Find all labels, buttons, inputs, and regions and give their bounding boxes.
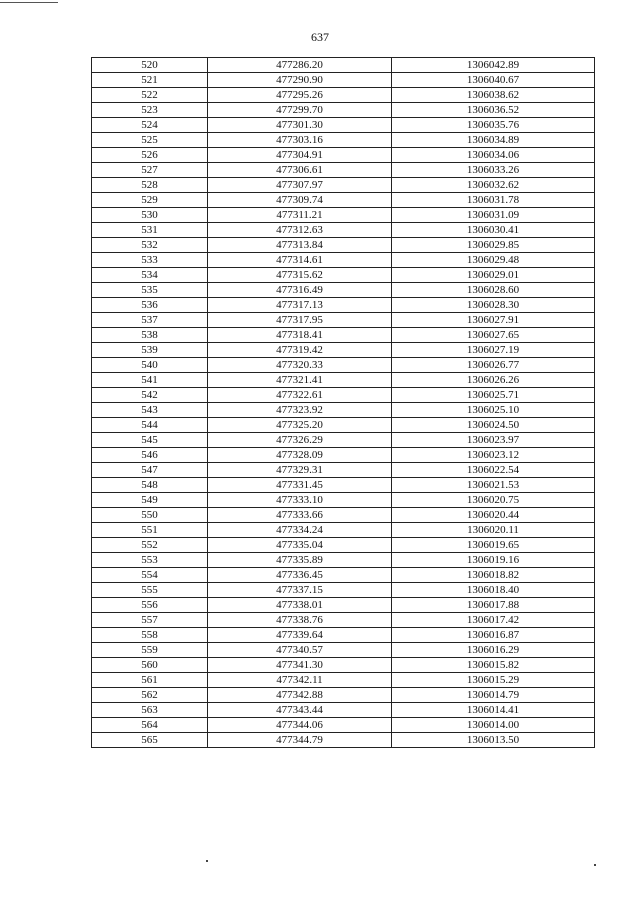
point-number-cell: 554 — [92, 568, 208, 583]
table-row — [92, 373, 595, 388]
y-coordinate-cell: 1306033.26 — [392, 163, 595, 178]
point-number-cell: 540 — [92, 358, 208, 373]
y-coordinate-cell: 1306034.89 — [392, 133, 595, 148]
y-coordinate-cell: 1306019.65 — [392, 538, 595, 553]
table-row — [92, 103, 595, 118]
x-coordinate-cell: 477325.20 — [208, 418, 392, 433]
point-number-cell: 557 — [92, 613, 208, 628]
point-number-cell: 558 — [92, 628, 208, 643]
scan-speck — [206, 860, 208, 862]
y-coordinate-cell: 1306014.00 — [392, 718, 595, 733]
x-coordinate-cell: 477338.01 — [208, 598, 392, 613]
table-row — [92, 493, 595, 508]
point-number-cell: 537 — [92, 313, 208, 328]
y-coordinate-cell: 1306027.65 — [392, 328, 595, 343]
point-number-cell: 544 — [92, 418, 208, 433]
x-coordinate-cell: 477326.29 — [208, 433, 392, 448]
point-number-cell: 536 — [92, 298, 208, 313]
y-coordinate-cell: 1306035.76 — [392, 118, 595, 133]
y-coordinate-cell: 1306038.62 — [392, 88, 595, 103]
y-coordinate-cell: 1306023.12 — [392, 448, 595, 463]
x-coordinate-cell: 477337.15 — [208, 583, 392, 598]
point-number-cell: 538 — [92, 328, 208, 343]
table-row — [92, 298, 595, 313]
x-coordinate-cell: 477304.91 — [208, 148, 392, 163]
point-number-cell: 522 — [92, 88, 208, 103]
point-number-cell: 528 — [92, 178, 208, 193]
table-row — [92, 403, 595, 418]
table-row — [92, 118, 595, 133]
point-number-cell: 551 — [92, 523, 208, 538]
point-number-cell: 548 — [92, 478, 208, 493]
x-coordinate-cell: 477333.66 — [208, 508, 392, 523]
table-row — [92, 223, 595, 238]
y-coordinate-cell: 1306018.40 — [392, 583, 595, 598]
table-row — [92, 643, 595, 658]
y-coordinate-cell: 1306014.79 — [392, 688, 595, 703]
x-coordinate-cell: 477315.62 — [208, 268, 392, 283]
table-row — [92, 463, 595, 478]
x-coordinate-cell: 477306.61 — [208, 163, 392, 178]
x-coordinate-cell: 477329.31 — [208, 463, 392, 478]
table-row — [92, 523, 595, 538]
y-coordinate-cell: 1306029.85 — [392, 238, 595, 253]
y-coordinate-cell: 1306014.41 — [392, 703, 595, 718]
x-coordinate-cell: 477328.09 — [208, 448, 392, 463]
x-coordinate-cell: 477339.64 — [208, 628, 392, 643]
y-coordinate-cell: 1306026.26 — [392, 373, 595, 388]
table-row — [92, 268, 595, 283]
x-coordinate-cell: 477344.06 — [208, 718, 392, 733]
y-coordinate-cell: 1306027.91 — [392, 313, 595, 328]
x-coordinate-cell: 477335.89 — [208, 553, 392, 568]
table-row — [92, 658, 595, 673]
table-row — [92, 313, 595, 328]
y-coordinate-cell: 1306018.82 — [392, 568, 595, 583]
table-row — [92, 583, 595, 598]
table-row — [92, 508, 595, 523]
y-coordinate-cell: 1306020.11 — [392, 523, 595, 538]
x-coordinate-cell: 477301.30 — [208, 118, 392, 133]
point-number-cell: 533 — [92, 253, 208, 268]
table-row — [92, 688, 595, 703]
x-coordinate-cell: 477309.74 — [208, 193, 392, 208]
y-coordinate-cell: 1306016.29 — [392, 643, 595, 658]
table-row — [92, 253, 595, 268]
x-coordinate-cell: 477295.26 — [208, 88, 392, 103]
x-coordinate-cell: 477299.70 — [208, 103, 392, 118]
y-coordinate-cell: 1306025.71 — [392, 388, 595, 403]
point-number-cell: 555 — [92, 583, 208, 598]
point-number-cell: 532 — [92, 238, 208, 253]
x-coordinate-cell: 477312.63 — [208, 223, 392, 238]
x-coordinate-cell: 477320.33 — [208, 358, 392, 373]
y-coordinate-cell: 1306042.89 — [392, 58, 595, 73]
point-number-cell: 564 — [92, 718, 208, 733]
table-row — [92, 88, 595, 103]
x-coordinate-cell: 477311.21 — [208, 208, 392, 223]
page-number: 637 — [311, 30, 329, 44]
table-row — [92, 703, 595, 718]
x-coordinate-cell: 477322.61 — [208, 388, 392, 403]
x-coordinate-cell: 477340.57 — [208, 643, 392, 658]
y-coordinate-cell: 1306034.06 — [392, 148, 595, 163]
x-coordinate-cell: 477317.13 — [208, 298, 392, 313]
point-number-cell: 523 — [92, 103, 208, 118]
table-row — [92, 343, 595, 358]
point-number-cell: 559 — [92, 643, 208, 658]
x-coordinate-cell: 477344.79 — [208, 733, 392, 748]
point-number-cell: 553 — [92, 553, 208, 568]
x-coordinate-cell: 477341.30 — [208, 658, 392, 673]
table-row — [92, 283, 595, 298]
table-row — [92, 178, 595, 193]
corner-rule — [0, 2, 58, 3]
table-row — [92, 538, 595, 553]
point-number-cell: 521 — [92, 73, 208, 88]
table-row — [92, 613, 595, 628]
y-coordinate-cell: 1306028.30 — [392, 298, 595, 313]
table-row — [92, 193, 595, 208]
y-coordinate-cell: 1306040.67 — [392, 73, 595, 88]
y-coordinate-cell: 1306026.77 — [392, 358, 595, 373]
x-coordinate-cell: 477314.61 — [208, 253, 392, 268]
table-row — [92, 418, 595, 433]
table-row — [92, 568, 595, 583]
table-row — [92, 598, 595, 613]
y-coordinate-cell: 1306031.09 — [392, 208, 595, 223]
table-row — [92, 718, 595, 733]
x-coordinate-cell: 477319.42 — [208, 343, 392, 358]
y-coordinate-cell: 1306025.10 — [392, 403, 595, 418]
coordinate-table — [91, 57, 595, 748]
table-row — [92, 163, 595, 178]
point-number-cell: 545 — [92, 433, 208, 448]
point-number-cell: 520 — [92, 58, 208, 73]
y-coordinate-cell: 1306013.50 — [392, 733, 595, 748]
table-row — [92, 388, 595, 403]
x-coordinate-cell: 477334.24 — [208, 523, 392, 538]
point-number-cell: 529 — [92, 193, 208, 208]
x-coordinate-cell: 477321.41 — [208, 373, 392, 388]
y-coordinate-cell: 1306024.50 — [392, 418, 595, 433]
point-number-cell: 524 — [92, 118, 208, 133]
table-row — [92, 448, 595, 463]
table-row — [92, 628, 595, 643]
y-coordinate-cell: 1306015.82 — [392, 658, 595, 673]
table-row — [92, 148, 595, 163]
point-number-cell: 542 — [92, 388, 208, 403]
point-number-cell: 547 — [92, 463, 208, 478]
point-number-cell: 565 — [92, 733, 208, 748]
x-coordinate-cell: 477307.97 — [208, 178, 392, 193]
y-coordinate-cell: 1306021.53 — [392, 478, 595, 493]
table-row — [92, 208, 595, 223]
point-number-cell: 541 — [92, 373, 208, 388]
point-number-cell: 546 — [92, 448, 208, 463]
x-coordinate-cell: 477317.95 — [208, 313, 392, 328]
y-coordinate-cell: 1306015.29 — [392, 673, 595, 688]
point-number-cell: 549 — [92, 493, 208, 508]
point-number-cell: 560 — [92, 658, 208, 673]
point-number-cell: 543 — [92, 403, 208, 418]
coordinate-table-body — [92, 58, 595, 748]
y-coordinate-cell: 1306036.52 — [392, 103, 595, 118]
y-coordinate-cell: 1306027.19 — [392, 343, 595, 358]
table-row — [92, 358, 595, 373]
point-number-cell: 525 — [92, 133, 208, 148]
y-coordinate-cell: 1306022.54 — [392, 463, 595, 478]
table-row — [92, 133, 595, 148]
point-number-cell: 535 — [92, 283, 208, 298]
table-row — [92, 433, 595, 448]
y-coordinate-cell: 1306017.42 — [392, 613, 595, 628]
table-row — [92, 553, 595, 568]
y-coordinate-cell: 1306032.62 — [392, 178, 595, 193]
y-coordinate-cell: 1306030.41 — [392, 223, 595, 238]
point-number-cell: 562 — [92, 688, 208, 703]
table-row — [92, 58, 595, 73]
table-row — [92, 673, 595, 688]
y-coordinate-cell: 1306020.44 — [392, 508, 595, 523]
x-coordinate-cell: 477335.04 — [208, 538, 392, 553]
table-row — [92, 238, 595, 253]
point-number-cell: 563 — [92, 703, 208, 718]
point-number-cell: 527 — [92, 163, 208, 178]
point-number-cell: 530 — [92, 208, 208, 223]
y-coordinate-cell: 1306031.78 — [392, 193, 595, 208]
x-coordinate-cell: 477343.44 — [208, 703, 392, 718]
x-coordinate-cell: 477331.45 — [208, 478, 392, 493]
y-coordinate-cell: 1306016.87 — [392, 628, 595, 643]
x-coordinate-cell: 477313.84 — [208, 238, 392, 253]
scan-speck — [594, 864, 596, 866]
x-coordinate-cell: 477342.88 — [208, 688, 392, 703]
y-coordinate-cell: 1306017.88 — [392, 598, 595, 613]
x-coordinate-cell: 477316.49 — [208, 283, 392, 298]
point-number-cell: 561 — [92, 673, 208, 688]
x-coordinate-cell: 477303.16 — [208, 133, 392, 148]
table-row — [92, 73, 595, 88]
table-row — [92, 733, 595, 748]
x-coordinate-cell: 477333.10 — [208, 493, 392, 508]
point-number-cell: 531 — [92, 223, 208, 238]
point-number-cell: 552 — [92, 538, 208, 553]
x-coordinate-cell: 477286.20 — [208, 58, 392, 73]
x-coordinate-cell: 477318.41 — [208, 328, 392, 343]
y-coordinate-cell: 1306020.75 — [392, 493, 595, 508]
point-number-cell: 526 — [92, 148, 208, 163]
y-coordinate-cell: 1306029.01 — [392, 268, 595, 283]
y-coordinate-cell: 1306028.60 — [392, 283, 595, 298]
y-coordinate-cell: 1306019.16 — [392, 553, 595, 568]
x-coordinate-cell: 477323.92 — [208, 403, 392, 418]
point-number-cell: 534 — [92, 268, 208, 283]
x-coordinate-cell: 477338.76 — [208, 613, 392, 628]
table-row — [92, 328, 595, 343]
point-number-cell: 539 — [92, 343, 208, 358]
x-coordinate-cell: 477290.90 — [208, 73, 392, 88]
y-coordinate-cell: 1306023.97 — [392, 433, 595, 448]
y-coordinate-cell: 1306029.48 — [392, 253, 595, 268]
point-number-cell: 556 — [92, 598, 208, 613]
x-coordinate-cell: 477336.45 — [208, 568, 392, 583]
point-number-cell: 550 — [92, 508, 208, 523]
table-row — [92, 478, 595, 493]
x-coordinate-cell: 477342.11 — [208, 673, 392, 688]
